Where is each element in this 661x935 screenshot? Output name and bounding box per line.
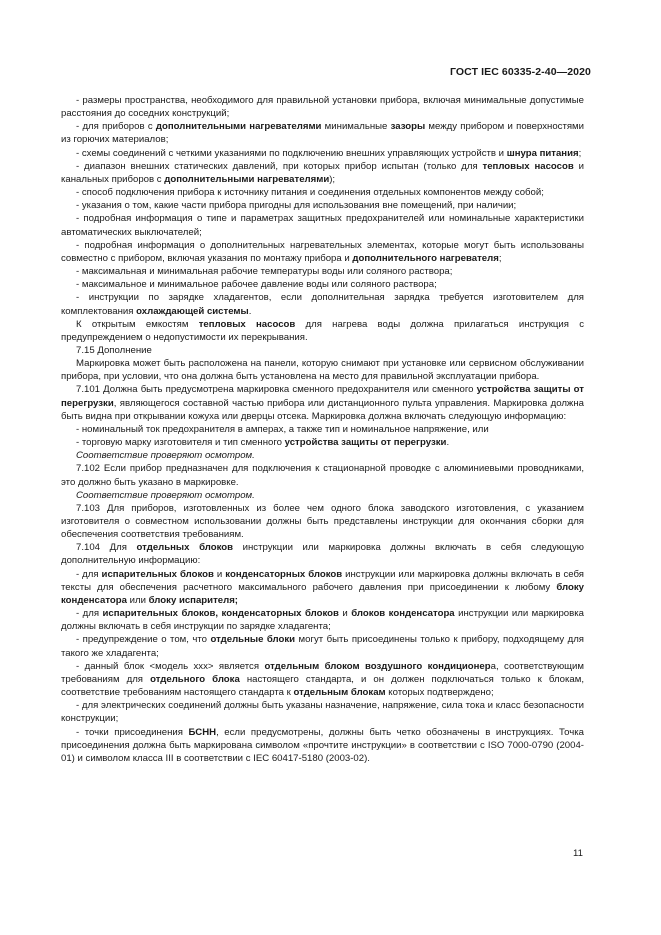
text-run: настоящего стандарта, и он должен подключаться только к блокам, соответствие требованиям настоящего стандарта к bbox=[61, 673, 584, 699]
bold-term: блоку испарителя; bbox=[148, 594, 238, 606]
text-run: - торговую марку изготовителя и тип сменного bbox=[76, 437, 285, 449]
paragraph bbox=[61, 383, 584, 422]
text-run: ; bbox=[498, 252, 502, 264]
text-run: ); bbox=[329, 173, 336, 185]
text-run: или bbox=[126, 594, 149, 606]
text-run: , если предусмотрены, должны быть четко обозначены в инструкциях. Точка присоединения должна быть маркирована символом «прочтите инструкции» в соответствии с ISO 7000-0790 (2004-01) и символом класса III в соответствии с IEC 60417-5180 (2003-02). bbox=[61, 726, 584, 764]
bold-term: блоков конденсатора bbox=[351, 608, 455, 620]
bold-term: дополнительными нагревателями bbox=[155, 121, 322, 133]
bold-term: отдельных блоков bbox=[136, 542, 234, 554]
paragraph bbox=[61, 568, 584, 607]
paragraph bbox=[61, 660, 584, 699]
text-run: - точки присоединения bbox=[76, 726, 189, 738]
text-run: - для bbox=[76, 568, 102, 580]
text-run: - размеры пространства, необходимого для правильной установки прибора, включая минимальные допустимые расстояния до соседних конструкций; bbox=[61, 95, 584, 120]
paragraph bbox=[61, 291, 584, 317]
text-run: , являющегося составной частью прибора или дистанционного пульта управления. Маркировка должна быть видна при открывании кожуха или дверцы отсека. Маркировка должна включать следующую информацию: bbox=[61, 397, 584, 422]
bold-term: устройства защиты от перегрузки bbox=[284, 437, 447, 449]
text-run: 7.102 Если прибор предназначен для подключения к стационарной проводке с алюминиевыми проводниками, это должно быть указано в маркировке. bbox=[61, 463, 584, 488]
text-run: - для bbox=[76, 608, 103, 620]
paragraph bbox=[61, 423, 584, 436]
text-run: - подробная информация о типе и параметрах защитных предохранителей или номинальные характеристики автоматических выключателей; bbox=[61, 213, 584, 238]
bold-term: тепловых насосов bbox=[198, 318, 296, 330]
bold-term: испарительных блоков bbox=[101, 568, 214, 580]
paragraph bbox=[61, 265, 584, 278]
paragraph bbox=[61, 502, 584, 541]
paragraph bbox=[61, 120, 584, 146]
paragraph bbox=[61, 633, 584, 659]
text-run: - способ подключения прибора к источнику питания и соединения отдельных компонентов между собой; bbox=[76, 187, 544, 199]
text-run: . bbox=[446, 437, 450, 449]
text-run: Соответствие проверяют осмотром. bbox=[76, 450, 255, 462]
paragraph bbox=[61, 212, 584, 238]
text-run: - для электрических соединений должны быть указаны назначение, напряжение, сила тока и класс безопасности конструкции; bbox=[61, 700, 584, 725]
bold-term: отдельным блоком воздушного кондиционер bbox=[264, 660, 491, 672]
text-run: - максимальное и минимальное рабочее давление воды или соляного раствора; bbox=[76, 279, 437, 291]
paragraph bbox=[61, 239, 584, 265]
paragraph bbox=[61, 160, 584, 186]
text-run: 7.15 Дополнение bbox=[76, 344, 152, 356]
paragraph bbox=[61, 489, 584, 502]
text-run: . bbox=[248, 305, 252, 317]
paragraph bbox=[61, 699, 584, 725]
text-run: - для приборов с bbox=[76, 121, 156, 133]
text-run: инструкции или маркировка должны включать в себя инструкции по зарядке хладагента; bbox=[61, 608, 584, 633]
text-run: 7.104 Для bbox=[76, 542, 137, 554]
bold-term: отдельного блока bbox=[150, 673, 240, 685]
bold-term: отдельные блоки bbox=[210, 634, 296, 646]
text-run: минимальные bbox=[321, 121, 391, 133]
text-run: 7.103 Для приборов, изготовленных из более чем одного блока заводского изготовления, с указанием изготовителя о совместном использовании должны быть представлены инструкции для окончания сборки для обеспечения соответствия требованиям. bbox=[61, 502, 584, 541]
paragraph bbox=[61, 357, 584, 383]
text-run: Маркировка может быть расположена на панели, которую снимают при установке или сервисном обслуживании прибора, при условии, что она должна быть установлена на место для правильной эксплуатации прибора. bbox=[61, 358, 584, 383]
bold-term: блоку конденсатора bbox=[61, 581, 584, 606]
paragraph bbox=[61, 199, 584, 212]
text-run: - диапазон внешних статических давлений, при которых прибор испытан (только для bbox=[76, 160, 483, 172]
text-run: инструкции или маркировка должны включать в себя тексты для обеспечения расчетного максимального рабочего давления при присоединении к любому bbox=[61, 568, 584, 593]
paragraph bbox=[61, 607, 584, 633]
paragraph bbox=[61, 462, 584, 488]
document-header: ГОСТ IEC 60335-2-40—2020 bbox=[449, 66, 591, 78]
text-run: - данный блок <модель ххх> является bbox=[76, 660, 265, 672]
text-run: и bbox=[338, 608, 352, 620]
paragraph bbox=[61, 147, 584, 160]
text-run: между прибором и поверхностями из горючих материалов; bbox=[61, 121, 584, 146]
text-run: 7.101 Должна быть предусмотрена маркировка сменного предохранителя или сменного bbox=[76, 384, 477, 396]
paragraph bbox=[61, 541, 584, 567]
text-run: - указания о том, какие части прибора пригодны для использования вне помещений, при наличии; bbox=[76, 200, 517, 212]
page-number: 11 bbox=[573, 848, 583, 859]
text-run: а, соответствующим требованиям для bbox=[61, 660, 585, 685]
bold-term: зазоры bbox=[390, 121, 426, 133]
bold-term: дополнительными нагревателями bbox=[164, 173, 330, 185]
text-run: - номинальный ток предохранителя в амперах, а также тип и номинальное напряжение, или bbox=[76, 423, 489, 435]
text-run: ; bbox=[578, 147, 582, 159]
bold-term: отдельным блокам bbox=[293, 687, 386, 699]
bold-term: тепловых насосов bbox=[482, 160, 574, 172]
paragraph bbox=[61, 344, 584, 357]
text-run: и bbox=[213, 568, 226, 580]
paragraph bbox=[61, 318, 584, 344]
text-run: и канальных приборов с bbox=[61, 160, 584, 185]
bold-term: шнура питания bbox=[506, 147, 579, 159]
bold-term: БСНН bbox=[188, 726, 217, 738]
text-run: - предупреждение о том, что bbox=[76, 634, 211, 646]
bold-term: конденсаторных блоков bbox=[225, 568, 343, 580]
text-run: которых подтверждено; bbox=[385, 687, 494, 699]
paragraph bbox=[61, 278, 584, 291]
paragraph bbox=[61, 449, 584, 462]
paragraph bbox=[61, 436, 584, 449]
paragraph bbox=[61, 186, 584, 199]
bold-term: дополнительного нагревателя bbox=[352, 252, 499, 264]
text-run: - схемы соединений с четкими указаниями по подключению внешних управляющих устройств и bbox=[76, 147, 507, 159]
text-run: - инструкции по зарядке хладагентов, если дополнительная зарядка требуется изготовителем для комплектования bbox=[61, 292, 584, 317]
text-run: Соответствие проверяют осмотром. bbox=[76, 489, 255, 501]
paragraph bbox=[61, 726, 584, 765]
text-run: - подробная информация о дополнительных нагревательных элементах, которые могут быть использованы совместно с прибором, включая указания по монтажу прибора и bbox=[61, 239, 584, 264]
text-run: могут быть присоединены только к прибору, подходящему для такого же хладагента; bbox=[61, 634, 584, 659]
paragraph bbox=[61, 94, 584, 120]
bold-term: испарительных блоков, конденсаторных блоков bbox=[102, 608, 339, 620]
bold-term: охлаждающей системы bbox=[136, 305, 249, 317]
text-run: инструкции или маркировка должны включать в себя следующую дополнительную информацию: bbox=[61, 542, 584, 567]
text-run: К открытым емкостям bbox=[76, 318, 199, 330]
text-run: - максимальная и минимальная рабочие температуры воды или соляного раствора; bbox=[76, 266, 453, 278]
bold-term: устройства защиты от перегрузки bbox=[61, 384, 584, 409]
text-run: для нагрева воды должна прилагаться инструкция с предупреждением о недопустимости их перекрывания. bbox=[61, 318, 584, 343]
document-body bbox=[61, 94, 584, 765]
